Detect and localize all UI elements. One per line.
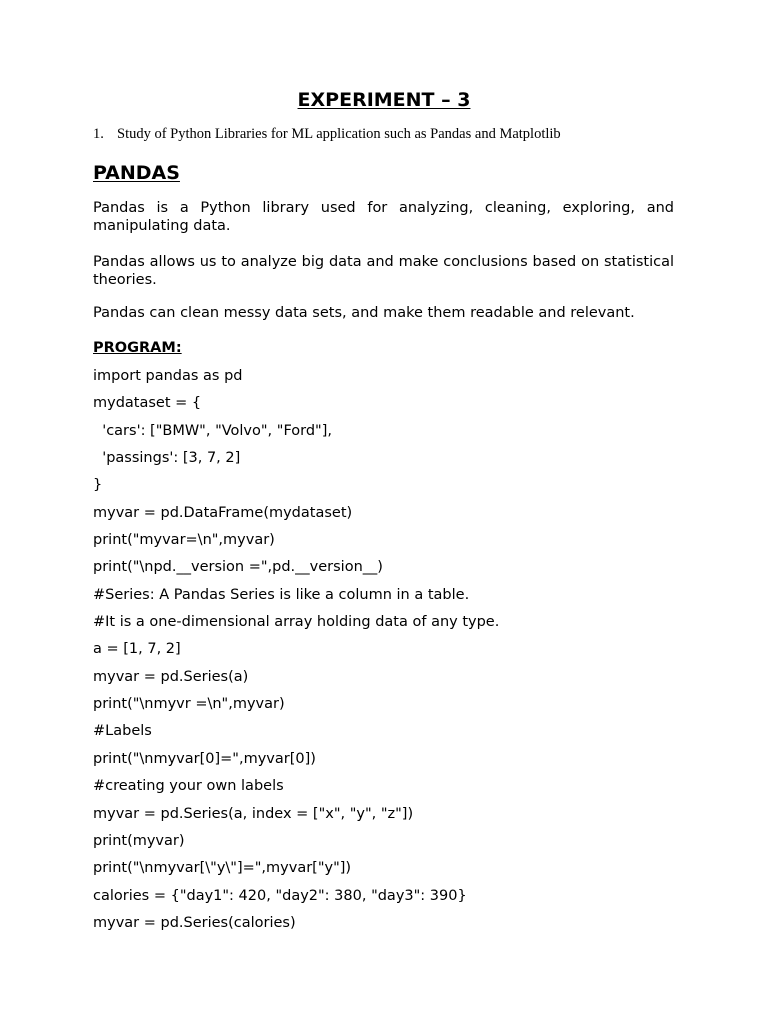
code-line: print("myvar=\n",myvar): [93, 532, 275, 549]
paragraph-big-data: Pandas allows us to analyze big data and make conclusions based on statistical theories.: [93, 254, 674, 288]
code-line: myvar = pd.Series(a, index = ["x", "y", "z"]): [93, 805, 414, 822]
code-line: calories = {"day1": 420, "day2": 380, "day3": 390}: [93, 887, 467, 904]
code-line: print("\npd.__version =",pd.__version__): [93, 559, 383, 576]
section-heading-pandas: PANDAS: [93, 162, 180, 184]
code-line: print(myvar): [93, 832, 185, 849]
code-line: print("\nmyvr =\n",myvar): [93, 696, 285, 713]
code-line: myvar = pd.DataFrame(mydataset): [93, 504, 353, 521]
paragraph-definition: Pandas is a Python library used for analyzing, cleaning, exploring, and manipulating data.: [93, 200, 674, 234]
code-line: #It is a one-dimensional array holding data of any type.: [93, 614, 500, 631]
code-line: print("\nmyvar[\"y\"]=",myvar["y"]): [93, 860, 352, 877]
paragraph-clean-data: Pandas can clean messy data sets, and make them readable and relevant.: [93, 305, 635, 321]
code-line: print("\nmyvar[0]=",myvar[0]): [93, 750, 316, 767]
intro-list-item: [93, 126, 561, 143]
code-line: import pandas as pd: [93, 368, 243, 384]
intro-number: 1.: [93, 126, 104, 142]
code-line: #creating your own labels: [93, 778, 284, 795]
code-line: }: [93, 477, 103, 494]
code-line: a = [1, 7, 2]: [93, 641, 181, 658]
document-title: EXPERIMENT – 3: [297, 89, 471, 111]
code-listing: [93, 366, 499, 940]
code-line: 'cars': ["BMW", "Volvo", "Ford"],: [93, 422, 332, 439]
code-line: mydataset = {: [93, 395, 202, 412]
intro-text: Study of Python Libraries for ML application such as Pandas and Matplotlib: [117, 126, 561, 142]
program-label: PROGRAM:: [93, 340, 182, 356]
code-line: myvar = pd.Series(calories): [93, 914, 296, 931]
code-line: #Series: A Pandas Series is like a column in a table.: [93, 586, 470, 603]
code-line: #Labels: [93, 723, 152, 740]
code-line: myvar = pd.Series(a): [93, 668, 249, 685]
code-line: 'passings': [3, 7, 2]: [93, 450, 241, 467]
